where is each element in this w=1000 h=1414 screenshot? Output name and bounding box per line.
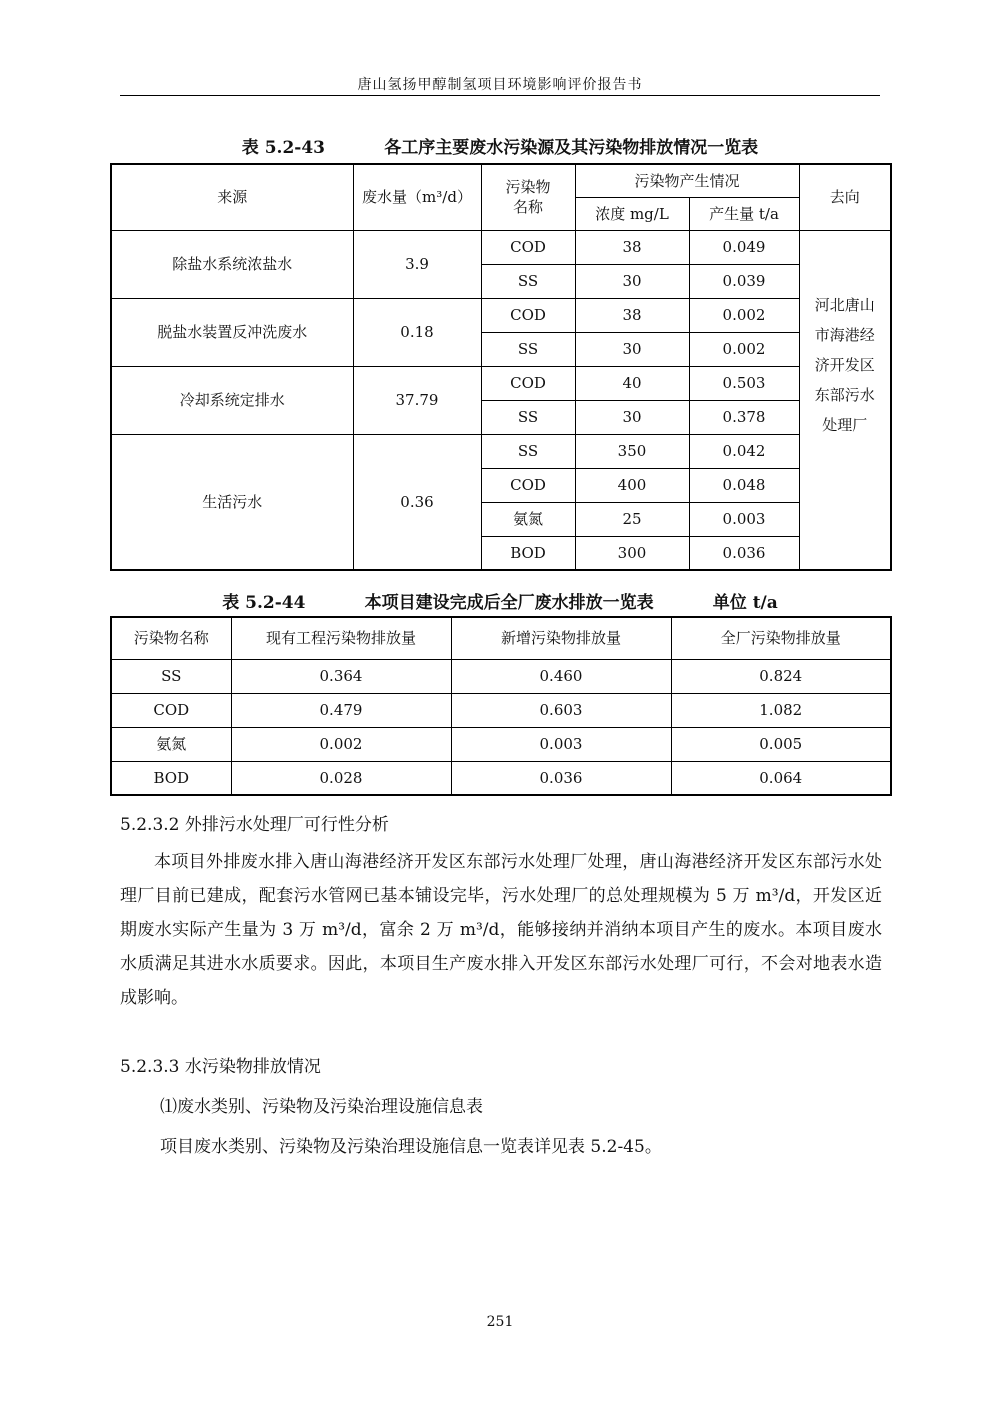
pollutant-cell: SS [481, 264, 575, 298]
amount-cell: 0.002 [689, 332, 799, 366]
destination-line: 市海港经 [814, 325, 875, 344]
section-heading: 5.2.3.2 外排污水处理厂可行性分析 [120, 815, 389, 835]
pollutant-cell: COD [481, 230, 575, 264]
table2-header-cell: 全厂污染物排放量 [671, 617, 891, 659]
header-destination: 去向 [799, 164, 891, 230]
source-cell: 生活污水 [111, 434, 353, 570]
table2-cell: 0.005 [671, 727, 891, 761]
table2 [110, 616, 892, 796]
amount-cell: 0.039 [689, 264, 799, 298]
table2-cell: 0.028 [231, 761, 451, 795]
table2-cell: 0.036 [451, 761, 671, 795]
table2-cell: 0.002 [231, 727, 451, 761]
pollutant-cell: 氨氮 [481, 502, 575, 536]
header-production: 污染物产生情况 [575, 164, 799, 197]
source-cell: 除盐水系统浓盐水 [111, 230, 353, 298]
water-cell: 0.36 [353, 434, 481, 570]
table2-header-cell: 新增污染物排放量 [451, 617, 671, 659]
table2-cell: 0.479 [231, 693, 451, 727]
table2-cell: SS [111, 659, 231, 693]
destination-line: 河北唐山 [814, 295, 875, 314]
concentration-cell: 38 [575, 298, 689, 332]
table-row [111, 761, 891, 795]
table2-caption: 表 5.2-44 本项目建设完成后全厂废水排放一览表 单位 t/a [222, 593, 778, 613]
amount-cell: 0.049 [689, 230, 799, 264]
body-paragraph: 本项目外排废水排入唐山海港经济开发区东部污水处理厂处理，唐山海港经济开发区东部污水处理厂目前已建成，配套污水管网已基本铺设完毕，污水处理厂的总处理规模为 5 万 m³/d，开发区近期废水实际产生量为 3 万 m³/d，富余 2 万 m³/d，能够接纳并消纳本项目产生的废水。本项目废水水质满足其进水水质要求。因此，本项目生产废水排入开发区东部污水处理厂可行，不会对地表水造成影响。 [120, 852, 882, 1008]
table2-cell: 0.003 [451, 727, 671, 761]
header-pollutant-line2: 名称 [512, 198, 543, 217]
destination-line: 处理厂 [822, 415, 868, 434]
source-cell: 脱盐水装置反冲洗废水 [111, 298, 353, 366]
amount-cell: 0.042 [689, 434, 799, 468]
pollutant-cell: COD [481, 298, 575, 332]
header-water: 废水量（m³/d） [353, 164, 481, 230]
table2-header-cell: 现有工程污染物排放量 [231, 617, 451, 659]
table-row [111, 659, 891, 693]
water-cell: 0.18 [353, 298, 481, 366]
destination-line: 济开发区 [814, 355, 875, 374]
concentration-cell: 30 [575, 400, 689, 434]
table2-cell: 0.064 [671, 761, 891, 795]
header-concentration: 浓度 mg/L [575, 197, 689, 230]
table-row [111, 727, 891, 761]
header-rule [120, 95, 880, 96]
pollutant-cell: COD [481, 468, 575, 502]
table2-cell: 氨氮 [111, 727, 231, 761]
concentration-cell: 350 [575, 434, 689, 468]
running-header: 唐山氢扬甲醇制氢项目环境影响评价报告书 [357, 77, 643, 93]
amount-cell: 0.002 [689, 298, 799, 332]
amount-cell: 0.503 [689, 366, 799, 400]
table2-cell: 0.364 [231, 659, 451, 693]
table1 [110, 163, 892, 571]
page-number: 251 [486, 1314, 514, 1330]
amount-cell: 0.378 [689, 400, 799, 434]
body-text: 项目废水类别、污染物及污染治理设施信息一览表详见表 5.2-45。 [160, 1137, 662, 1157]
list-item: ⑴废水类别、污染物及污染治理设施信息表 [160, 1097, 483, 1117]
table2-cell: 1.082 [671, 693, 891, 727]
water-cell: 37.79 [353, 366, 481, 434]
pollutant-cell: SS [481, 332, 575, 366]
table2-header-cell: 污染物名称 [111, 617, 231, 659]
table-row [111, 693, 891, 727]
concentration-cell: 30 [575, 332, 689, 366]
concentration-cell: 300 [575, 536, 689, 570]
concentration-cell: 38 [575, 230, 689, 264]
pollutant-cell: BOD [481, 536, 575, 570]
pollutant-cell: SS [481, 434, 575, 468]
amount-cell: 0.036 [689, 536, 799, 570]
amount-cell: 0.048 [689, 468, 799, 502]
header-amount: 产生量 t/a [689, 197, 799, 230]
table2-cell: COD [111, 693, 231, 727]
concentration-cell: 30 [575, 264, 689, 298]
header-pollutant [481, 164, 575, 230]
table2-cell: 0.603 [451, 693, 671, 727]
water-cell: 3.9 [353, 230, 481, 298]
table2-cell: BOD [111, 761, 231, 795]
section-heading: 5.2.3.3 水污染物排放情况 [120, 1057, 321, 1077]
pollutant-cell: COD [481, 366, 575, 400]
table1-caption: 表 5.2-43 各工序主要废水污染源及其污染物排放情况一览表 [241, 138, 759, 158]
concentration-cell: 40 [575, 366, 689, 400]
destination-line: 东部污水 [814, 385, 875, 404]
table2-cell: 0.824 [671, 659, 891, 693]
header-pollutant-line1: 污染物 [505, 178, 551, 197]
source-cell: 冷却系统定排水 [111, 366, 353, 434]
header-source: 来源 [111, 164, 353, 230]
concentration-cell: 25 [575, 502, 689, 536]
concentration-cell: 400 [575, 468, 689, 502]
table2-cell: 0.460 [451, 659, 671, 693]
destination-cell [799, 230, 891, 570]
pollutant-cell: SS [481, 400, 575, 434]
amount-cell: 0.003 [689, 502, 799, 536]
